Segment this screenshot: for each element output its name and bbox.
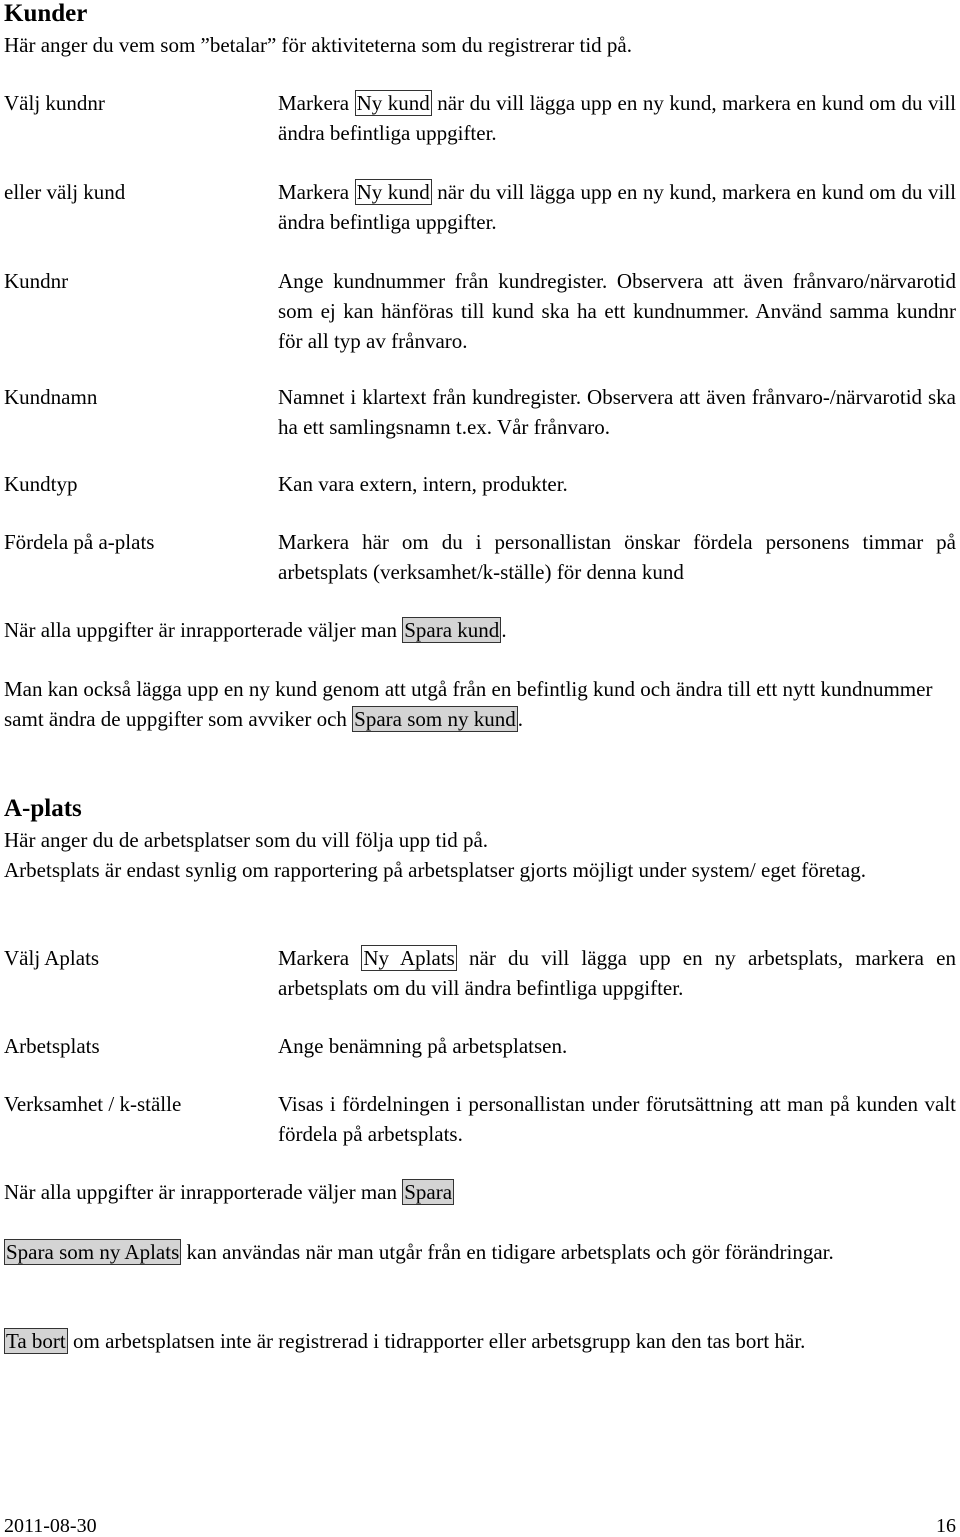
row-description: Markera Ny Aplats när du vill lägga upp en ny arbetsplats, markera en arbetsplats om du vill ändra befintliga uppgifter. <box>278 946 956 1000</box>
row-label: Fördela på a-plats <box>4 530 155 554</box>
row-description: Markera här om du i personallistan önskar fördela personens timmar på arbetsplats (verksamhet/k-ställe) för denna kund <box>278 530 956 584</box>
row-description: Namnet i klartext från kundregister. Observera att även frånvaro-/närvarotid ska ha ett samlingsnamn t.ex. Vår frånvaro. <box>278 385 956 439</box>
row-fordela <box>4 527 956 587</box>
footer-date: 2011-08-30 <box>4 1515 97 1537</box>
spara-button[interactable]: Spara <box>404 1180 453 1204</box>
ta-bort-button[interactable]: Ta bort <box>6 1329 66 1353</box>
row-kundnamn <box>4 382 956 442</box>
row-label: eller välj kund <box>4 180 126 204</box>
page-footer <box>4 1515 956 1537</box>
row-description: Ange benämning på arbetsplatsen. <box>278 1034 568 1058</box>
row-label: Välj kundnr <box>4 91 105 115</box>
row-description: Ange kundnummer från kundregister. Observera att även frånvaro/närvarotid som ej kan hänföras till kund ska ha ett kundnummer. Använd samma kundnr för all typ av frånvaro. <box>278 269 956 353</box>
aplats-intro-1: Här anger du de arbetsplatser som du vill följa upp tid på. <box>4 828 489 852</box>
row-label: Kundnamn <box>4 385 98 409</box>
row-description: Markera Ny kund när du vill lägga upp en ny kund, markera en kund om du vill ändra befintliga uppgifter. <box>278 91 957 145</box>
section-heading-kunder: Kunder <box>4 0 88 27</box>
aplats-intro-2: Arbetsplats är endast synlig om rapportering på arbetsplatser gjorts möjligt under system/ eget företag. <box>4 858 866 882</box>
saveas-paragraph: Spara som ny Aplats kan användas när man utgår från en tidigare arbetsplats och gör förändringar. <box>6 1240 834 1264</box>
row-kundnr <box>4 266 956 356</box>
spara-som-ny-kund-button[interactable]: Spara som ny kund <box>354 707 516 731</box>
row-description: Markera Ny kund när du vill lägga upp en ny kund, markera en kund om du vill ändra befintliga uppgifter. <box>278 180 957 234</box>
row-valj-aplats <box>4 943 956 1003</box>
row-label: Arbetsplats <box>4 1034 100 1058</box>
row-description: Kan vara extern, intern, produkter. <box>278 472 568 496</box>
row-verksamhet <box>4 1089 956 1149</box>
row-description: Visas i fördelningen i personallistan under förutsättning att man på kunden valt fördela på arbetsplats. <box>278 1092 956 1146</box>
new-customer-paragraph: Man kan också lägga upp en ny kund genom att utgå från en befintlig kund och ändra till ett nytt kundnummer samt ändra de uppgifter som avviker och Spara som ny kund. <box>4 677 933 731</box>
row-valj-kundnr <box>4 88 956 148</box>
row-valj-kund <box>4 177 956 237</box>
row-label: Kundnr <box>4 269 69 293</box>
ny-kund-button[interactable]: Ny kund <box>356 91 430 115</box>
aplats-save-instruction: När alla uppgifter är inrapporterade väljer man Spara <box>4 1180 453 1204</box>
row-kundtyp <box>4 469 956 499</box>
spara-kund-button[interactable]: Spara kund <box>404 618 500 642</box>
ny-kund-button[interactable]: Ny kund <box>356 180 430 204</box>
row-label: Verksamhet / k-ställe <box>4 1092 182 1116</box>
ny-aplats-button[interactable]: Ny Aplats <box>363 946 455 970</box>
row-label: Välj Aplats <box>4 946 100 970</box>
save-instruction: När alla uppgifter är inrapporterade väljer man Spara kund. <box>4 618 507 642</box>
delete-paragraph: Ta bort om arbetsplatsen inte är registrerad i tidrapporter eller arbetsgrupp kan den tas bort här. <box>6 1329 806 1353</box>
spara-som-ny-aplats-button[interactable]: Spara som ny Aplats <box>6 1240 180 1264</box>
row-label: Kundtyp <box>4 472 78 496</box>
row-arbetsplats <box>4 1031 956 1061</box>
section-heading-aplats: A-plats <box>4 795 82 822</box>
kunder-intro: Här anger du vem som ”betalar” för aktiviteterna som du registrerar tid på. <box>4 33 633 57</box>
page-number: 16 <box>936 1515 956 1537</box>
